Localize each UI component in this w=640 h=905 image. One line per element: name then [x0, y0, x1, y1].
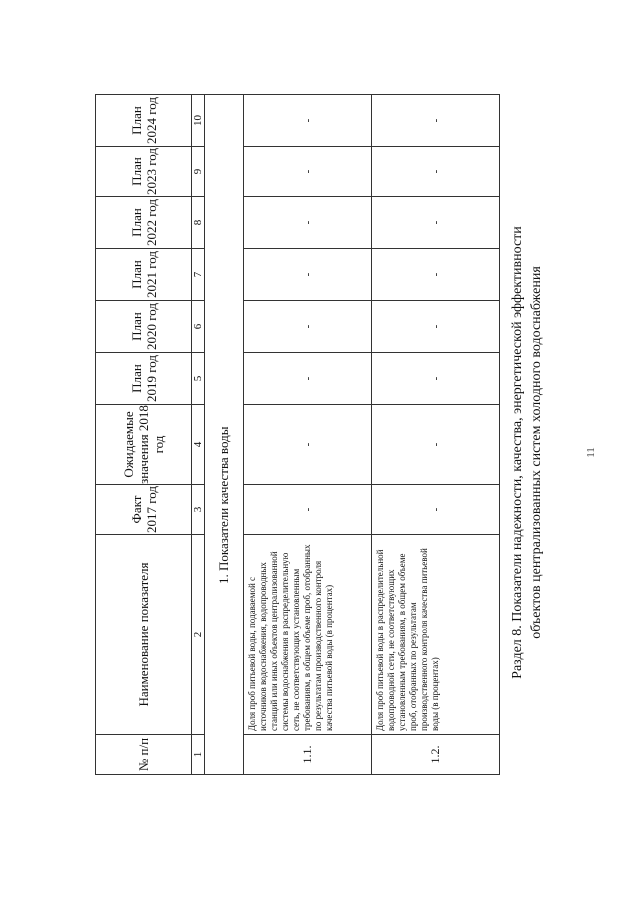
column-number: 8 [192, 197, 205, 249]
column-number: 7 [192, 249, 205, 301]
column-number: 3 [192, 485, 205, 535]
header-cell: № п/п [96, 735, 192, 775]
indicator-name: Доля проб питьевой воды, подаваемой с источников водоснабжения, водопроводных станций или иных объектов централизованной системы водоснабжения в распределительную сеть, не соответствующих установленным требованиям, в общем объеме проб, отобранных по результатам производственного контроля качества питьевой воды (в процентах) [244, 535, 372, 735]
value-cell: - [244, 301, 372, 353]
column-number: 1 [192, 735, 205, 775]
value-cell: - [244, 353, 372, 405]
table-row [372, 95, 500, 775]
value-cell: - [244, 197, 372, 249]
header-cell: План 2020 год [96, 301, 192, 353]
header-cell: План 2019 год [96, 353, 192, 405]
value-cell: - [372, 405, 500, 485]
section-title-line2: объектов централизованных систем холодного водоснабжения [529, 266, 544, 639]
value-cell: - [372, 353, 500, 405]
column-number: 5 [192, 353, 205, 405]
value-cell: - [244, 249, 372, 301]
row-number: 1.1. [244, 735, 372, 775]
header-cell: План 2024 год [96, 95, 192, 147]
value-cell: - [372, 485, 500, 535]
page-number: 11 [585, 447, 597, 458]
header-cell: Наименование показателя [96, 535, 192, 735]
header-cell: Ожидаемые значения 2018 год [96, 405, 192, 485]
column-number: 2 [192, 535, 205, 735]
value-cell: - [372, 197, 500, 249]
value-cell: - [372, 95, 500, 147]
column-number: 4 [192, 405, 205, 485]
section-title-line1: Раздел 8. Показатели надежности, качества, энергетической эффективности [510, 226, 525, 679]
value-cell: - [244, 147, 372, 197]
header-cell: План 2023 год [96, 147, 192, 197]
table-row [244, 95, 372, 775]
column-number: 6 [192, 301, 205, 353]
column-number: 10 [192, 95, 205, 147]
section-row [205, 95, 244, 775]
value-cell: - [372, 249, 500, 301]
value-cell: - [244, 95, 372, 147]
indicator-name: Доля проб питьевой воды в распределительной водопроводной сети, не соответствующих установленным требованиям, в общем объеме проб, отобранных по результатам производственного контроля качества питьевой воды (в процентах) [372, 535, 500, 735]
section-heading: 1. Показатели качества воды [205, 95, 244, 775]
header-cell: План 2022 год [96, 197, 192, 249]
value-cell: - [372, 301, 500, 353]
column-number: 9 [192, 147, 205, 197]
indicators-table [95, 94, 500, 775]
header-cell: План 2021 год [96, 249, 192, 301]
header-row [96, 95, 192, 775]
section-title [508, 0, 546, 905]
column-numbers-row [192, 95, 205, 775]
row-number: 1.2. [372, 735, 500, 775]
value-cell: - [244, 405, 372, 485]
header-cell: Факт 2017 год [96, 485, 192, 535]
value-cell: - [372, 147, 500, 197]
value-cell: - [244, 485, 372, 535]
